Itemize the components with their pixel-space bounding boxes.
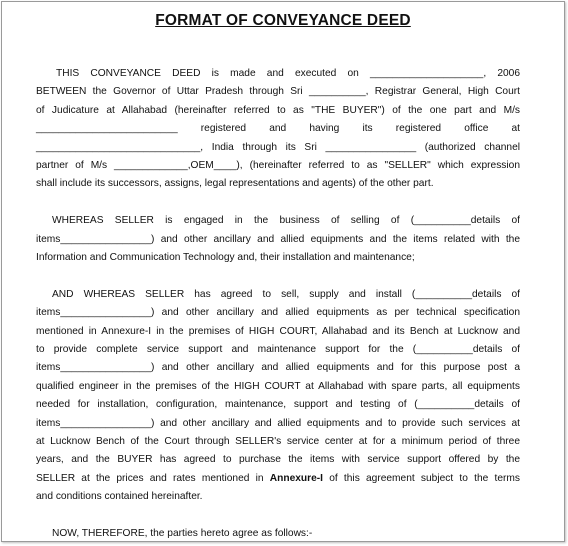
- text-line: to provide complete service support and maintenance support for the (__________details of: [36, 344, 520, 356]
- text-line: Information and Communication Technology and, their installation and maintenance;: [36, 252, 415, 264]
- text-line: AND WHEREAS SELLER has agreed to sell, supply and install (__________details of: [52, 288, 520, 300]
- text-line: WHEREAS SELLER is engaged in the business of selling of (__________details of: [52, 215, 520, 227]
- text-line: partner of M/s _____________,OEM____), (hereinafter referred to as "SELLER" which expression: [36, 159, 520, 171]
- paragraph-whereas: [36, 212, 520, 267]
- document-body: [36, 65, 520, 543]
- text-line: NOW, THEREFORE, the parties hereto agree as follows:-: [52, 528, 313, 540]
- text-line: qualified engineer in the premises of the HIGH COURT at Allahabad with spare parts, all equipments: [36, 380, 520, 392]
- document-title: FORMAT OF CONVEYANCE DEED: [155, 12, 411, 29]
- text-line: THIS CONVEYANCE DEED is made and executed on ____________________, 2006: [56, 68, 520, 79]
- paragraph-and-whereas: [36, 286, 520, 507]
- paragraph-parties: [36, 65, 520, 194]
- text-line-head: SELLER at the prices and rates mentioned in: [36, 472, 264, 484]
- annexure-reference: Annexure-I: [269, 472, 323, 484]
- text-line: _________________________ registered and having its registered office at: [36, 123, 520, 135]
- text-line: shall include its successors, assigns, legal representations and agents) of the other part.: [36, 178, 434, 190]
- paragraph-now-therefore: [36, 525, 520, 543]
- text-line: at Lucknow Bench of the Court through SELLER's service center at for a minimum period of three: [36, 436, 520, 448]
- text-line: of Judicature at Allahabad (hereinafter referred to as "THE BUYER") of the one part and M/s: [36, 104, 520, 116]
- text-line: needed for installation, configuration, maintenance, support and testing of (__________details of: [36, 399, 520, 411]
- text-line: _____________________________, India through its Sri ________________ (authorized channel: [36, 141, 520, 153]
- text-line: and conditions contained hereinafter.: [36, 491, 203, 503]
- text-line: items________________) and other ancillary and allied equipments and for this purpose post a: [36, 362, 520, 374]
- text-line-tail: of this agreement subject to the terms: [329, 472, 520, 484]
- document-page: [1, 1, 565, 542]
- text-line: mentioned in Annexure-I in the premises of HIGH COURT, Allahabad and its Bench at Lucknow and: [36, 325, 520, 337]
- text-line: items________________) and other ancillary and allied equipments and the items related with the: [36, 233, 520, 245]
- text-line: BETWEEN the Governor of Uttar Pradesh through Sri __________, Registrar General, High Court: [36, 86, 520, 98]
- text-line: items________________) and other ancillary and allied equipments as per technical specification: [36, 307, 520, 319]
- text-line: items________________) and other ancillary and allied equipments and to provide such services at: [36, 417, 520, 429]
- text-line-with-annexure: [36, 470, 520, 488]
- text-line: years, and the BUYER has agreed to purchase the items with service support offered by the: [36, 454, 520, 466]
